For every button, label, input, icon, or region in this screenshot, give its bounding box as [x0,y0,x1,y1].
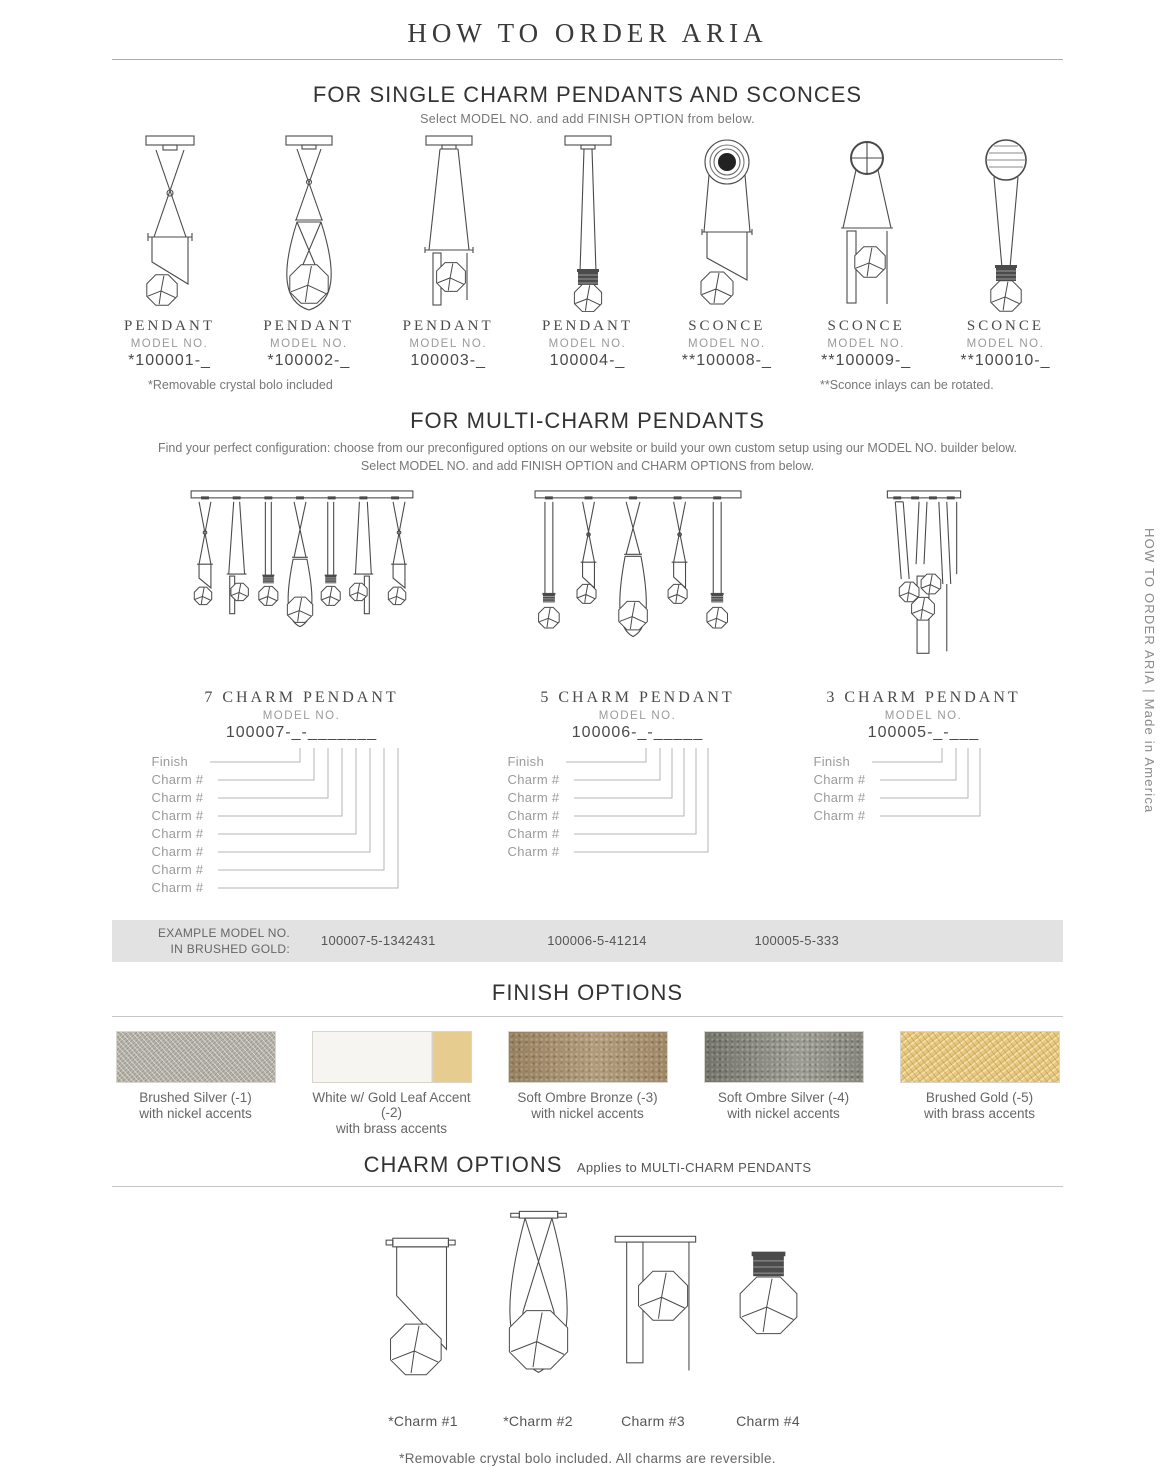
footnote-sconce-inlays: **Sconce inlays can be rotated. [820,378,994,392]
brushed-gold-swatch [900,1031,1060,1083]
charm-2-label: *Charm #2 [503,1413,573,1430]
seven-charm-drawing [137,485,467,683]
finish-name: Brushed Gold (-5) [925,1090,1034,1106]
example-label-line2: IN BRUSHED GOLD: [170,941,290,956]
finish-brushed-gold [900,1031,1060,1136]
model-no-value: *100001-_ [128,352,211,369]
finish-name: Brushed Silver (-1) [139,1090,252,1106]
finish-divider [112,1016,1063,1017]
product-type: PENDANT [124,318,215,334]
finish-section-heading: FINISH OPTIONS [491,980,684,1006]
builder-row-charm: Charm # [813,772,866,788]
product-card-100001 [100,132,239,370]
finish-name: Soft Ombre Silver (-4) [717,1090,850,1106]
charm-section-subheading: Applies to MULTI-CHARM PENDANTS [576,1160,812,1176]
product-type: PENDANT [263,318,355,334]
three-charm-column [809,485,1039,834]
finish-brushed-silver [116,1031,276,1136]
model-no-value: **100010-_ [960,352,1051,369]
vertical-sidebar-text: HOW TO ORDER ARIA | Made in America [1142,528,1157,814]
builder-row-charm: Charm # [151,862,204,878]
charm-3-card [596,1195,711,1429]
white-gold-leaf-swatch [312,1031,472,1083]
builder-row-charm: Charm # [151,790,204,806]
product-card-100003 [379,132,518,370]
page-title: HOW TO ORDER ARIA [407,18,768,48]
model-no-label: MODEL NO. [409,338,487,350]
charm-divider [112,1186,1063,1187]
builder-row-charm: Charm # [507,844,560,860]
multi-section-heading: FOR MULTI-CHARM PENDANTS [410,408,765,433]
model-no-label: MODEL NO. [884,710,963,723]
sconce-100009-drawing [797,132,936,312]
model-no-label: MODEL NO. [270,338,348,350]
charm-footnote: *Removable crystal bolo included. All charms are reversible. [399,1451,776,1466]
builder-row-charm: Charm # [151,772,204,788]
example-model-bar [112,920,1063,962]
multi-description-line2: Select MODEL NO. and add FINISH OPTION and CHARM OPTIONS from below. [360,459,815,474]
product-card-100008 [657,132,796,370]
model-no-value: 100006-_-_____ [571,724,704,742]
single-section-heading: FOR SINGLE CHARM PENDANTS AND SCONCES [312,82,863,107]
finish-soft-ombre-silver [704,1031,864,1136]
finish-accent: with nickel accents [531,1106,644,1122]
multi-description-line1: Find your perfect configuration: choose from our preconfigured options on our website or build your own custom setup using our MODEL NO. builder below. [157,441,1017,455]
model-no-label: MODEL NO. [598,710,677,723]
finish-soft-ombre-bronze [508,1031,668,1136]
seven-charm-builder [152,746,452,906]
charm-1-label: *Charm #1 [388,1413,458,1430]
pendant-100002-drawing [239,132,378,312]
example-code-100007: 100007-5-1342431 [320,933,436,949]
sconce-100008-drawing [657,132,796,312]
finish-options-row [0,1031,1175,1136]
five-charm-builder [508,746,768,870]
pendant-100004-drawing [518,132,657,312]
finish-white-gold-leaf [312,1031,472,1136]
builder-row-charm: Charm # [151,826,204,842]
single-footnotes [0,378,1175,398]
model-no-label: MODEL NO. [262,710,341,723]
brushed-silver-swatch [116,1031,276,1083]
product-card-100004 [518,132,657,370]
charm-2-drawing [481,1195,596,1407]
charm-1-card [366,1195,481,1429]
three-charm-title: 3 CHARM PENDANT [826,689,1021,707]
builder-row-charm: Charm # [507,808,560,824]
builder-row-charm: Charm # [151,808,204,824]
title-divider [112,59,1063,60]
builder-row-charm: Charm # [507,826,560,842]
model-no-value: 100005-_-___ [867,724,980,742]
model-no-label: MODEL NO. [966,338,1045,350]
builder-row-finish: Finish [151,754,188,770]
finish-name: White w/ Gold Leaf Accent (-2) [312,1090,471,1121]
five-charm-column [503,485,773,870]
product-type: PENDANT [402,318,494,334]
footnote-crystal-bolo: *Removable crystal bolo included [148,378,333,392]
finish-accent: with nickel accents [727,1106,840,1122]
seven-charm-column [137,485,467,906]
model-no-value: *100002-_ [267,352,351,369]
product-card-100010 [936,132,1075,370]
five-charm-drawing [503,485,773,683]
builder-row-charm: Charm # [507,772,560,788]
example-code-100005: 100005-5-333 [754,933,839,949]
model-no-value: 100007-_-_______ [225,724,378,742]
model-no-value: **100008-_ [681,352,772,369]
sconce-100010-drawing [936,132,1075,312]
multi-charm-section [0,408,1175,962]
product-type: SCONCE [688,318,766,334]
soft-ombre-bronze-swatch [508,1031,668,1083]
product-type: SCONCE [966,318,1045,334]
product-type: PENDANT [541,318,633,334]
finish-accent: with brass accents [335,1121,448,1137]
builder-row-finish: Finish [507,754,544,770]
model-no-value: 100004-_ [549,352,626,369]
five-charm-title: 5 CHARM PENDANT [540,689,735,707]
model-no-label: MODEL NO. [130,338,209,350]
charm-2-card [481,1195,596,1429]
model-no-label: MODEL NO. [827,338,905,350]
builder-row-charm: Charm # [813,808,866,824]
example-label-line1: EXAMPLE MODEL NO. [157,926,290,941]
single-section-subheading: Select MODEL NO. and add FINISH OPTION from below. [420,112,755,126]
three-charm-drawing [809,485,1039,683]
builder-row-charm: Charm # [151,880,204,896]
three-charm-builder [814,746,1034,834]
finish-accent: with nickel accents [139,1106,252,1122]
model-no-label: MODEL NO. [548,338,627,350]
charm-3-drawing [596,1195,711,1407]
finish-accent: with brass accents [923,1106,1036,1122]
soft-ombre-silver-swatch [704,1031,864,1083]
builder-row-finish: Finish [813,754,850,770]
pendant-100001-drawing [100,132,239,312]
product-card-100009 [797,132,936,370]
charm-4-label: Charm #4 [736,1413,800,1430]
single-products-row [100,132,1075,370]
pendant-100003-drawing [379,132,518,312]
charm-1-drawing [366,1195,481,1407]
builder-row-charm: Charm # [151,844,204,860]
single-charm-section [0,82,1175,398]
finish-options-section [0,980,1175,1136]
charm-section-heading: CHARM OPTIONS [363,1152,563,1178]
charm-4-drawing [711,1195,826,1407]
charm-options-row [8,1195,1175,1429]
builder-row-charm: Charm # [813,790,866,806]
seven-charm-title: 7 CHARM PENDANT [204,689,399,707]
charm-heading-wrap [0,1152,1175,1178]
example-code-100006: 100006-5-41214 [547,933,647,949]
multi-pendants-row [0,485,1175,906]
charm-3-label: Charm #3 [621,1413,685,1430]
charm-4-card [711,1195,826,1429]
example-label [130,926,290,957]
product-type: SCONCE [827,318,905,334]
model-no-value: 100003-_ [410,352,486,369]
model-no-label: MODEL NO. [688,338,766,350]
charm-options-section [0,1152,1175,1466]
product-card-100002 [239,132,378,370]
model-no-value: **100009-_ [821,352,912,369]
finish-name: Soft Ombre Bronze (-3) [517,1090,658,1106]
builder-row-charm: Charm # [507,790,560,806]
